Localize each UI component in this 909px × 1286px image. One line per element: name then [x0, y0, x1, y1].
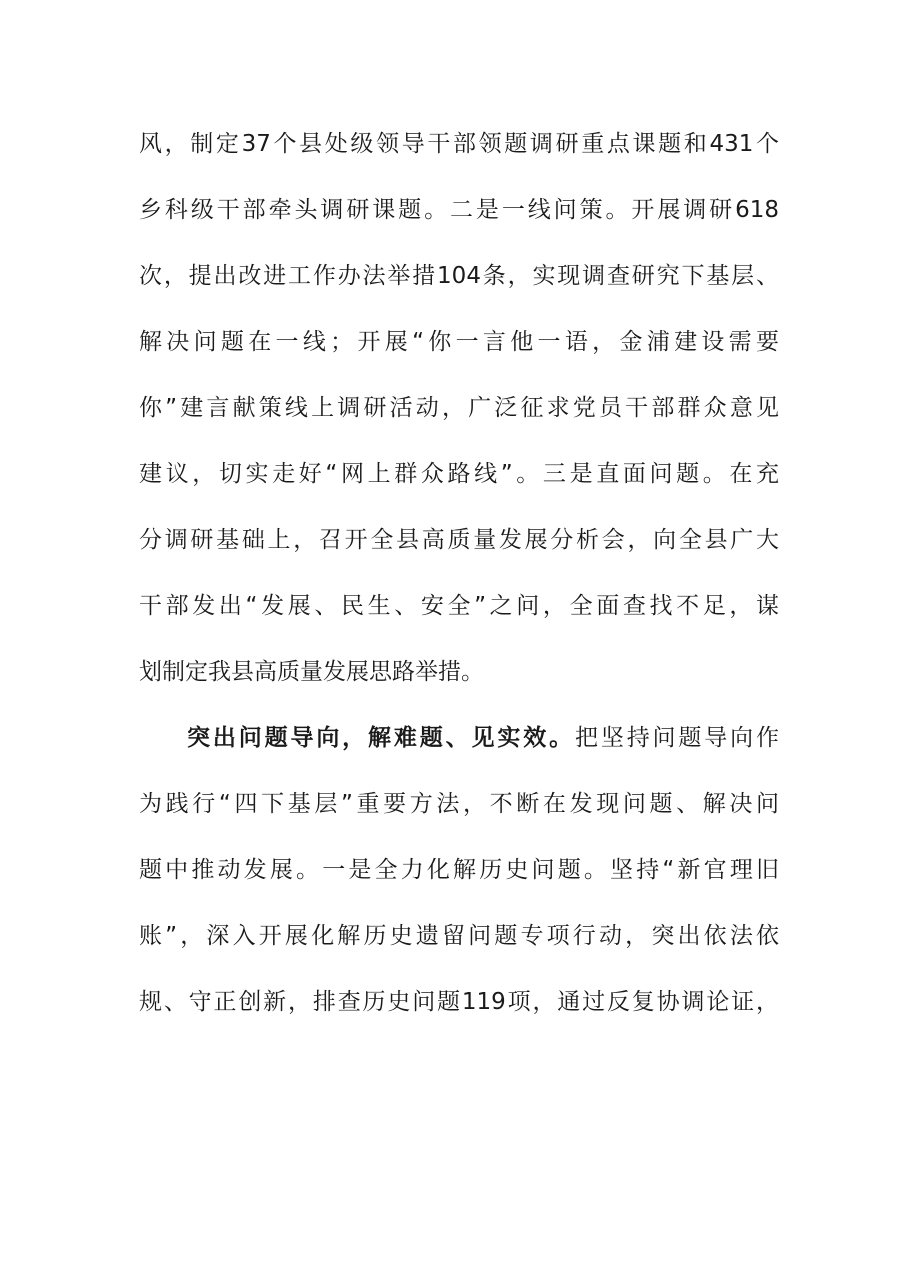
text-line-12: 题中推动发展。一是全力化解历史问题。坚持“新官理旧: [139, 857, 779, 883]
paragraph-2-first-line: [139, 712, 779, 778]
text-line-6: 建议，切实走好“网上群众路线”。三是直面问题。在充: [139, 461, 779, 487]
text-line-8: 干部发出“发展、民生、安全”之问，全面查找不足，谋: [139, 593, 779, 619]
text-line-13: 账”，深入开展化解历史遗留问题专项行动，突出依法依: [139, 923, 779, 949]
text-line-14: 规、守正创新，排查历史问题119项，通过反复协调论证，: [139, 989, 779, 1015]
text-line-9: 划制定我县高质量发展思路举措。: [139, 659, 484, 685]
text-line-1: 风，制定37个县处级领导干部领题调研重点课题和431个: [139, 131, 779, 157]
text-line-11: 为践行“四下基层”重要方法，不断在发现问题、解决问: [139, 791, 779, 817]
text-line-4: 解决问题在一线；开展“你一言他一语，金浦建设需要: [139, 329, 779, 355]
paragraph-2-first-rest: 把坚持问题导向作: [574, 725, 780, 751]
text-line-5: 你”建言献策线上调研活动，广泛征求党员干部群众意见: [139, 395, 779, 421]
text-line-2: 乡科级干部牵头调研课题。二是一线问策。开展调研618: [139, 197, 779, 223]
text-line-3: 次，提出改进工作办法举措104条，实现调查研究下基层、: [139, 263, 779, 289]
paragraph-heading: 突出问题导向，解难题、见实效。: [187, 725, 575, 751]
body-text: [139, 118, 779, 1042]
text-line-7: 分调研基础上，召开全县高质量发展分析会，向全县广大: [139, 527, 779, 553]
